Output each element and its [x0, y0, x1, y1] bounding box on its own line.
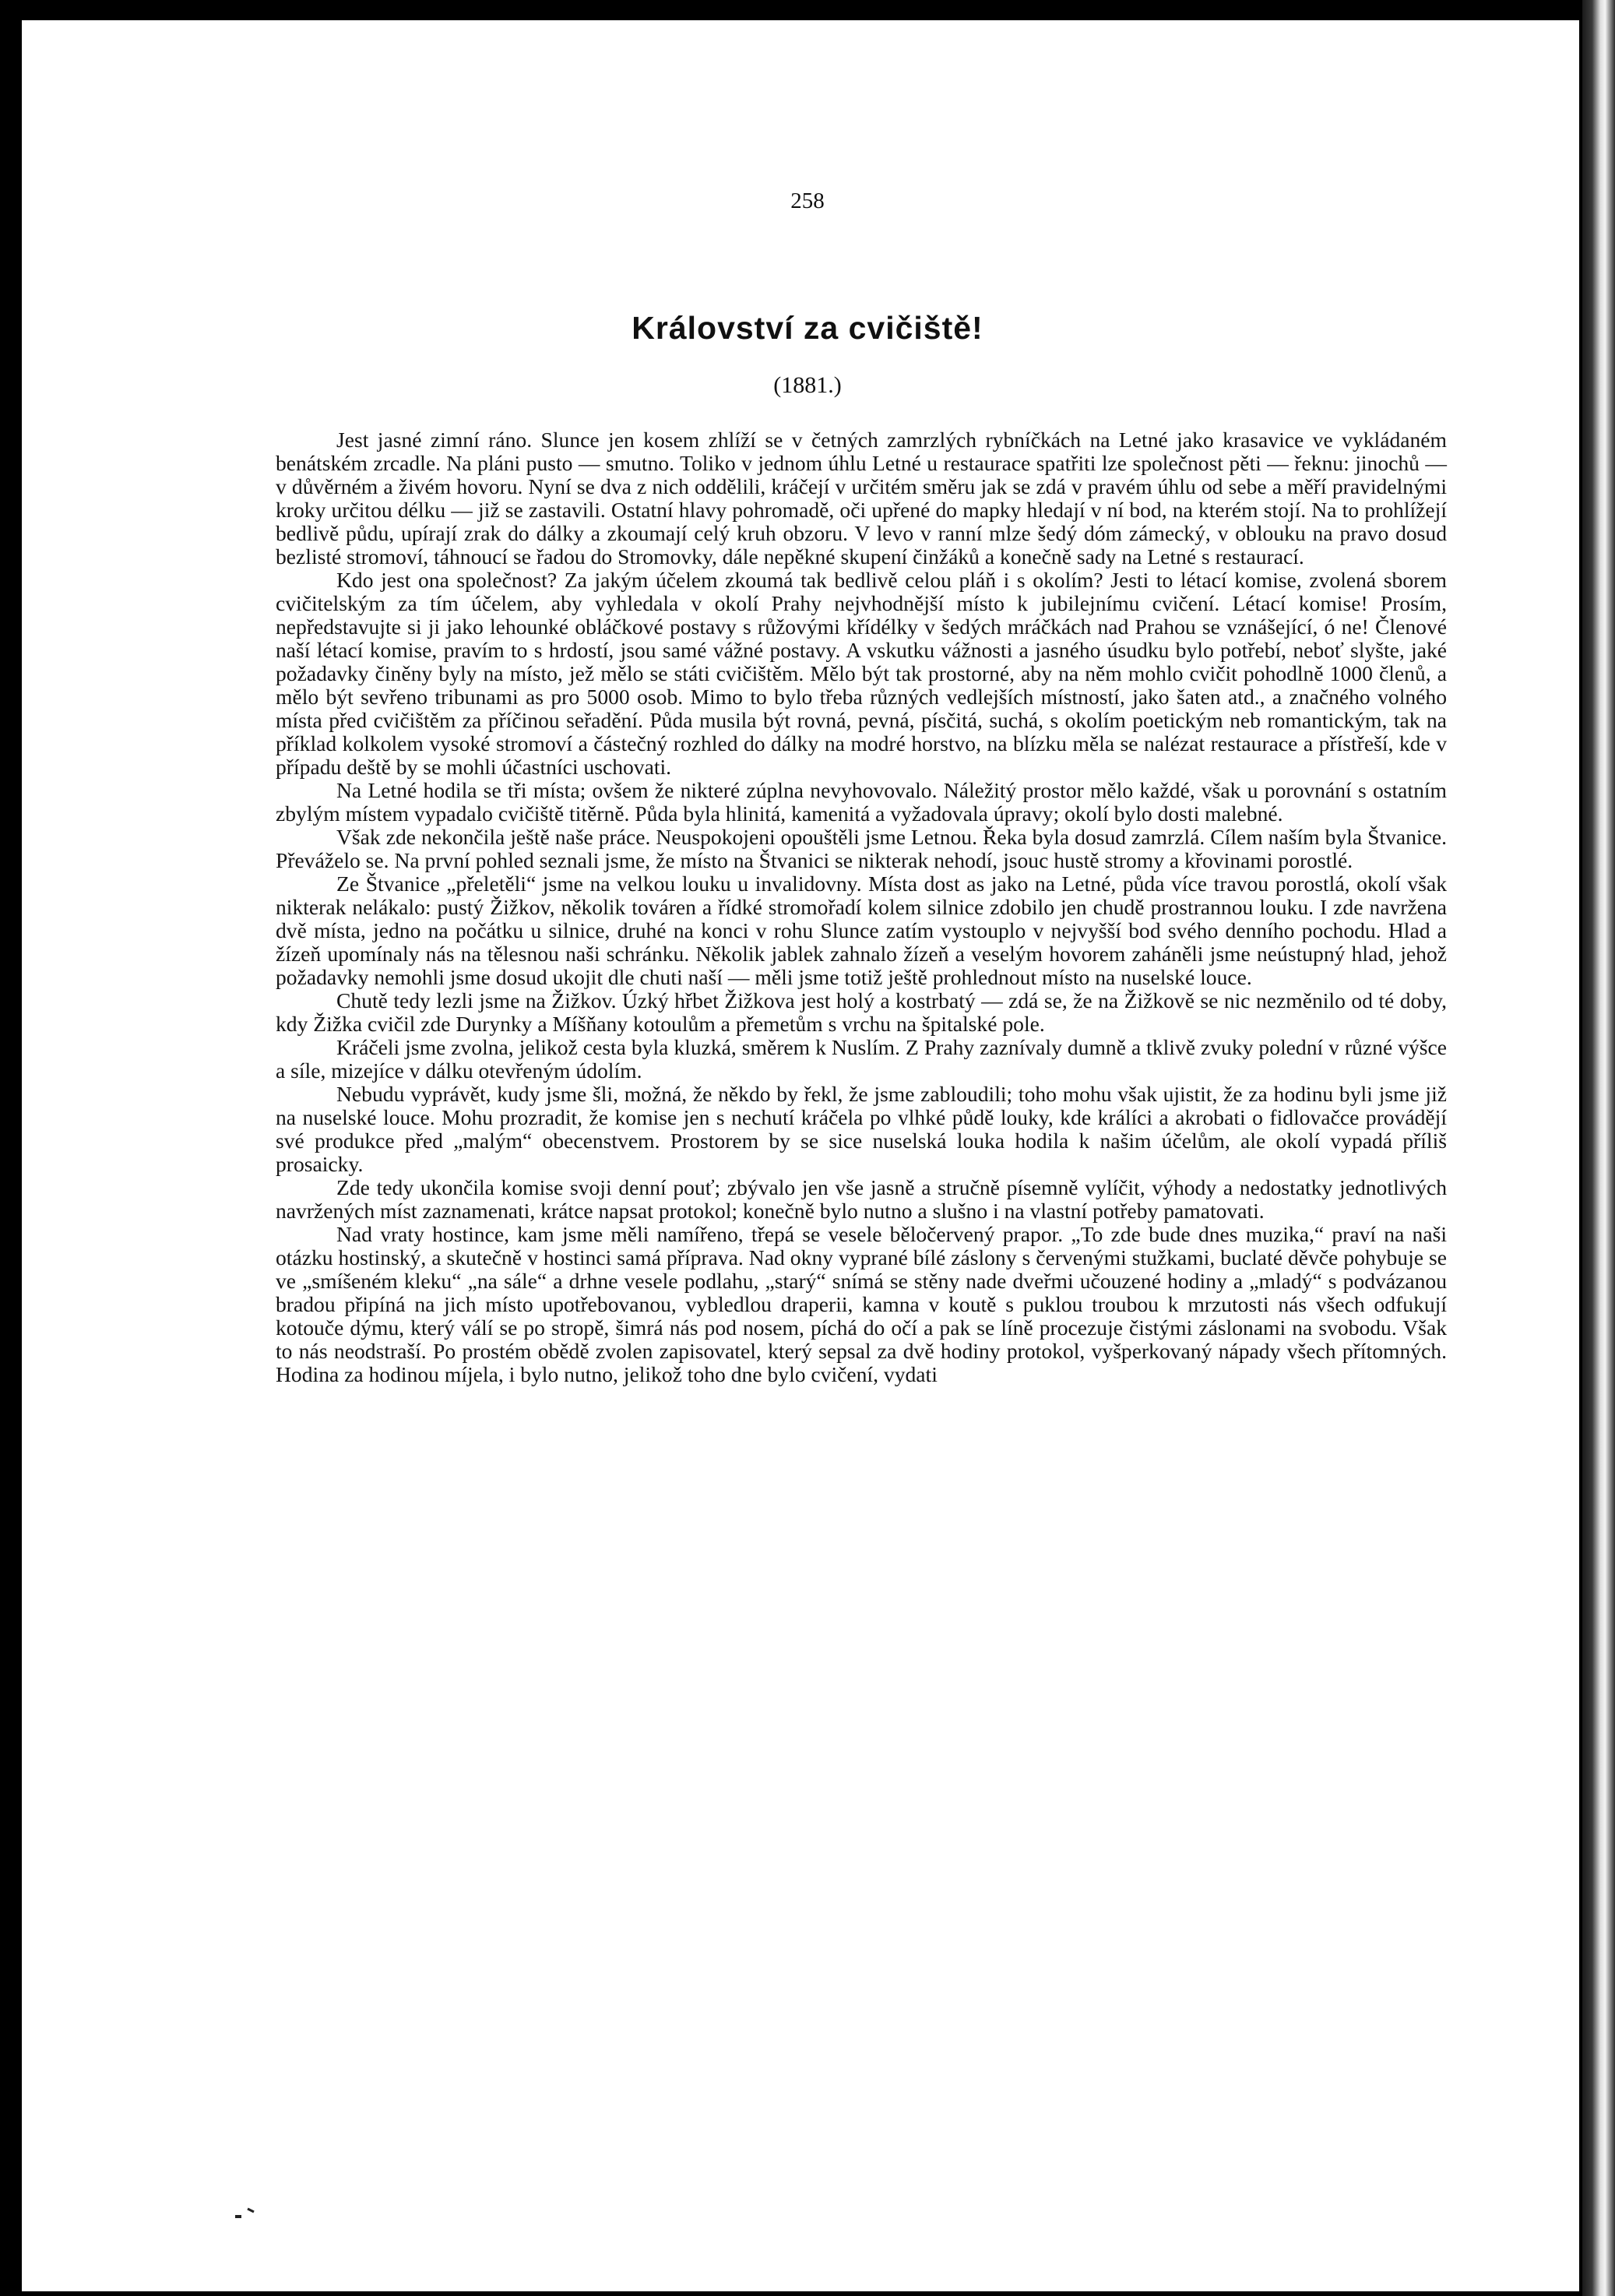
paragraph: Ze Štvanice „přeletěli“ jsme na velkou louku u invalidovny. Místa dost as jako na Letné, půda více travou porostlá, okolí však nikterak nelákalo: pustý Žižkov, několik továren a řídké stromořadí kolem silnice zdobilo jen chudě prostrannou louku. I zde navržena dvě místa, jedno na počátku u silnice, druhé na konci v rohu Slunce zatím vystouplo v nejvyšší bod svého denního pochodu. Hlad a žízeň upomínaly nás na tělesnou naši schránku. Několik jablek zahnalo žízeň a veselým hovorem zaháněli jsme neústupný hlad, jehož požadavky nemohli jsme dosud ukojit dle chuti naší — měli jsme totiž ještě prohlednout místo na nuselské louce. [276, 872, 1447, 989]
paragraph: Však zde nekončila ještě naše práce. Neuspokojeni opouštěli jsme Letnou. Řeka byla dosud zamrzlá. Cílem naším byla Štvanice. Převáželo se. Na první pohled seznali jsme, že místo na Štvanici se nikterak nehodí, jsouc hustě stromy a křovinami porostlé. [276, 825, 1447, 872]
paragraph: Nebudu vyprávět, kudy jsme šli, možná, že někdo by řekl, že jsme zabloudili; toho mohu však ujistit, že za hodinu byli jsme již na nuselské louce. Mohu prozradit, že komise jen s nechutí kráčela po vlhké půdě louky, kde králíci a akrobati o fidlovačce provádějí své produkce před „malým“ obecenstvem. Prostorem by se sice nuselská louka hodila k našim účelům, ale okolí vypadá příliš prosaicky. [276, 1082, 1447, 1176]
paragraph: Nad vraty hostince, kam jsme měli namířeno, třepá se vesele běločervený prapor. „To zde bude dnes muzika,“ praví na naši otázku hostinský, a skutečně v hostinci samá příprava. Nad okny vyprané bílé záslony s červenými stužkami, buclaté děvče pohybuje se ve „smíšeném kleku“ „na sále“ a drhne vesele podlahu, „starý“ snímá se stěny nade dveřmi učouzené hodiny a „mladý“ s podvázanou bradou připíná na jich místo upotřebovanou, vybledlou draperii, kamna v koutě s puklou troubou k mrzutosti nás všech odfukují kotouče dýmu, který válí se po stropě, šimrá nás pod nosem, píchá do očí a pak se líně procezuje čistými záslonami na svobodu. Však to nás neodstraší. Po prostém obědě zvolen zapisovatel, který sepsal za dvě hodiny protokol, vyšperkovaný nápady všech přítomných. Hodina za hodinou míjela, i bylo nutno, jelikož toho dne bylo cvičení, vydati [276, 1222, 1447, 1386]
page-number: 258 [790, 188, 825, 213]
article-year: (1881.) [773, 372, 842, 398]
paragraph: Chutě tedy lezli jsme na Žižkov. Úzký hřbet Žižkova jest holý a kostrbatý — zdá se, že na Žižkově se nic nezměnilo od té doby, kdy Žižka cvičil zde Durynky a Míšňany kotoulům a přemetům s vrchu na špitalské pole. [276, 988, 1447, 1036]
paragraph: Zde tedy ukončila komise svoji denní pouť; zbývalo jen vše jasně a stručně písemně vylíčit, výhody a nedostatky jednotlivých navržených míst zaznamenati, krátce napsat protokol; konečně bylo nutno a slušno i na vlastní potřeby pamatovati. [276, 1175, 1447, 1223]
article-body [276, 428, 1447, 1386]
paragraph: Kdo jest ona společnost? Za jakým účelem zkoumá tak bedlivě celou pláň i s okolím? Jesti to létací komise, zvolená sborem cvičitelským za tím účelem, aby vyhledala v okolí Prahy nejvhodnější místo k jubilejnímu cvičení. Létací komise! Prosím, nepředstavujte si ji jako lehounké obláčkové postavy s růžovými křídélky v šedých mráčkách nad Prahou se vznášející, ó ne! Členové naší létací komise, pravím to s hrdostí, jsou samé vážné postavy. A vskutku vážnosti a jasného úsudku bylo potřebí, neboť slyšte, jaké požadavky činěny byly na místo, jež mělo se státi cvičištěm. Mělo být tak prostorné, aby na něm mohlo cvičit pohodlně 1000 členů, a mělo být sevřeno tribunami as pro 5000 osob. Mimo to bylo třeba různých vedlejších místností, jako šaten atd., a značného volného místa před cvičištěm za příčinou seřadění. Půda musila být rovná, pevná, písčitá, suchá, s okolím poetickým neb romantickým, tak na příklad kolkolem vysoké stromoví a částečný rozhled do dálky na modré horstvo, na blízku měla se nalézat restaurace a přístřeší, kde v případu deště by se mohli účastníci uschovati. [276, 568, 1447, 779]
paragraph: Jest jasné zimní ráno. Slunce jen kosem zhlíží se v četných zamrzlých rybníčkách na Letné jako krasavice ve vykládaném benátském zrcadle. Na pláni pusto — smutno. Toliko v jednom úhlu Letné u restaurace spatřiti lze společnost pěti — řeknu: jinochů — v důvěrném a živém hovoru. Nyní se dva z nich oddělili, kráčejí v určitém směru jak se zdá v pravém úhlu od sebe a měří pravidelnými kroky určitou délku — již se zastavili. Ostatní hlavy pohromadě, oči upřené do mapky hledají v ní bod, na kterém stojí. Na to prohlížejí bedlivě půdu, upírají zrak do dálky a zkoumají celý kruh obzoru. V levo v ranní mlze šedý dóm zámecký, v oblouku na pravo dosud bezlisté stromoví, táhnoucí se řadou do Stromovky, dále nepěkné skupení činžáků a konečně sady na Letné s restaurací. [276, 428, 1447, 569]
margin-mark-icon [234, 2206, 257, 2223]
paragraph: Kráčeli jsme zvolna, jelikož cesta byla kluzká, směrem k Nuslím. Z Prahy zaznívaly dumně a tklivě zvuky polední v různé výšce a síle, mizejíce v dálku otevřeným údolím. [276, 1035, 1447, 1083]
paragraph: Na Letné hodila se tři místa; ovšem že nikteré zúplna nevyhovovalo. Náležitý prostor mělo každé, však u porovnání s ostatním zbylým místem vypadalo cvičiště titěrně. Půda byla hlinitá, kamenitá a vyžadovala úpravy; okolí bylo dosti malebné. [276, 778, 1447, 826]
article-title: Království za cvičiště! [632, 310, 983, 346]
